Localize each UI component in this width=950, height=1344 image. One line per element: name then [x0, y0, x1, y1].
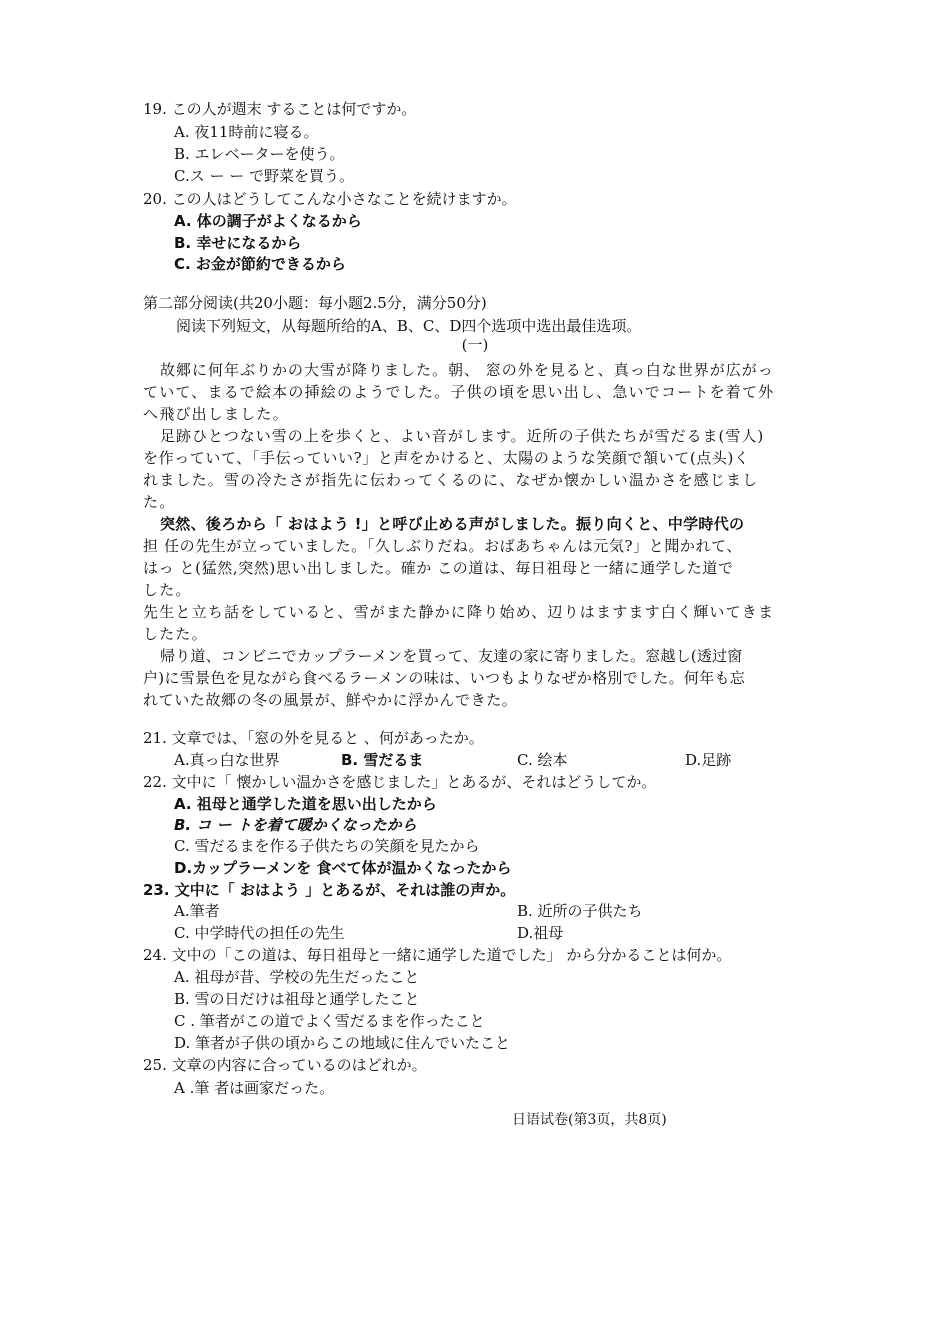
question-25-stem: 25. 文章の内容に合っているのはどれか。 [143, 1056, 427, 1074]
question-22-option-c: C. 雪だるまを作る子供たちの笑顔を見たから [174, 837, 480, 855]
question-23-option-b: B. 近所の子供たち [517, 902, 643, 920]
passage-line: を作っていて、「手伝っていい?」と声をかけると、太陽のような笑顔で頷いて(点头)く [143, 449, 750, 467]
question-24-option-b: B. 雪の日だけは祖母と通学したこと [174, 990, 420, 1008]
question-23-stem: 23. 文中に「 おはよう 」とあるが、それは誰の声か。 [143, 881, 516, 899]
question-24-option-c: C . 筆者がこの道でよく雪だるまを作ったこと [174, 1012, 485, 1030]
question-20-stem: 20. この人はどうしてこんな小さなことを続けますか。 [143, 190, 517, 208]
passage-line: 突然、後ろから「 おはよう !」と呼び止める声がしました。振り向くと、中学時代の [160, 515, 745, 533]
question-21-stem: 21. 文章では、「窓の外を見ると 、何があったか。 [143, 729, 484, 747]
passage-line: した。 [143, 581, 192, 599]
passage-line: れていた故郷の冬の風景が、鮮やかに浮かんできた。 [143, 691, 518, 709]
passage-part-label: (一) [461, 336, 489, 354]
question-21-option-a: A.真っ白な世界 [174, 751, 280, 769]
passage-line: 先生と立ち話をしていると、雪がまた静かに降り始め、辺りはますます白く輝いてきま [143, 603, 775, 621]
question-24-stem: 24. 文中の「この道は、毎日祖母と一緒に通学した道でした」 から分かることは何か。 [143, 946, 732, 964]
question-21-option-b: B. 雪だるま [341, 751, 424, 769]
passage-line: れました。雪の冷たさが指先に伝わってくるのに、なぜか懐かしい温かさを感じまし [143, 471, 759, 489]
page-footer: 日语试卷(第3页，共8页) [512, 1112, 667, 1128]
question-19-stem: 19. この人が週末 することは何ですか。 [143, 100, 417, 118]
question-24-option-d: D. 筆者が子供の頃からこの地域に住んでいたこと [174, 1034, 511, 1052]
question-20-option-c: C. お金が節約できるから [174, 255, 346, 273]
passage-line: 户)に雪景色を見ながら食べるラーメンの味は、いつもよりなぜか格別でした。何年も忘 [143, 669, 746, 687]
question-19-option-b: B. エレベーターを使う。 [174, 145, 345, 163]
passage-line: 担 任の先生が立っていました。「久しぶりだね。おばあちゃんは元気?」と聞かれて、 [143, 537, 743, 555]
passage-line: はっ と(猛然,突然)思い出しました。確か この道は、毎日祖母と一緒に通学した道で [143, 559, 734, 577]
question-23-option-a: A.筆者 [174, 902, 220, 920]
question-22-option-b: B. コ ー トを着て暖かくなったから [174, 816, 417, 834]
passage-line: 帰り道、コンビニでカップラーメンを買って、友達の家に寄りました。窓越し(透过窗 [160, 647, 743, 665]
passage-line: したた。 [143, 625, 208, 643]
question-20-option-b: B. 幸せになるから [174, 234, 302, 252]
question-23-option-c: C. 中学時代の担任の先生 [174, 924, 345, 942]
question-21-option-c: C. 绘本 [517, 751, 568, 769]
question-20-option-a: A. 体の調子がよくなるから [174, 212, 362, 230]
question-22-option-d: D.カップラーメンを 食べて体が温かくなったから [174, 859, 512, 877]
section-2-header: 第二部分阅读(共20小题：每小题2.5分，满分50分) [143, 294, 487, 312]
question-22-option-a: A. 祖母と通学した道を思い出したから [174, 795, 437, 813]
passage-line: 足跡ひとつない雪の上を歩くと、よい音がします。近所の子供たちが雪だるま(雪人) [160, 427, 765, 445]
passage-line: た。 [143, 493, 176, 511]
section-2-instruction: 阅读下列短文，从每题所给的A、B、C、D四个选项中选出最佳选项。 [176, 317, 642, 335]
passage-line: 故郷に何年ぶりかの大雪が降りました。朝、 窓の外を見ると、真っ白な世界が広がっ [160, 361, 774, 379]
question-24-option-a: A. 祖母が昔、学校の先生だったこと [174, 968, 420, 986]
question-19-option-c: C.ス ー ー で野菜を買う。 [174, 167, 355, 185]
question-21-option-d: D.足跡 [685, 751, 732, 769]
question-25-option-a: A .筆 者は画家だった。 [174, 1079, 335, 1097]
passage-line: ていて、まるで絵本の挿絵のようでした。子供の頃を思い出し、急いでコートを着て外 [143, 383, 775, 401]
question-19-option-a: A. 夜11時前に寝る。 [174, 123, 319, 141]
passage-line: へ飛び出しました。 [143, 405, 289, 423]
question-22-stem: 22. 文中に「 懐かしい温かさを感じました」とあるが、それはどうしてか。 [143, 773, 657, 791]
question-23-option-d: D.祖母 [517, 924, 564, 942]
